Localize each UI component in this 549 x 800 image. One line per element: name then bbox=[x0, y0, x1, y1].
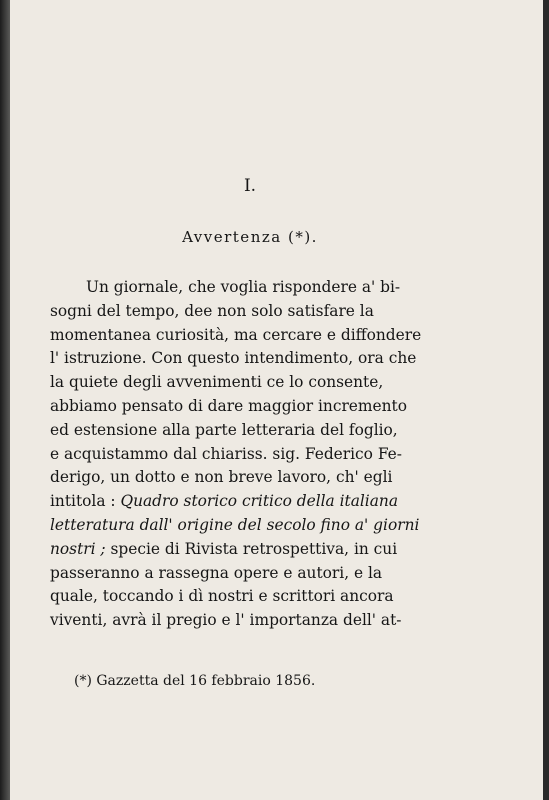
section-number: I. bbox=[243, 176, 257, 196]
text-line: Un giornale, che voglia rispondere a' bi- bbox=[86, 278, 401, 296]
text-line: derigo, un dotto e non breve lavoro, ch' egli bbox=[50, 468, 393, 487]
footnote: (*) Gazzetta del 16 febbraio 1856. bbox=[74, 673, 316, 689]
section-title: Avvertenza (*). bbox=[182, 228, 318, 246]
text-line: e acquistammo dal chiariss. sig. Federico Fe- bbox=[50, 444, 402, 463]
text-line bbox=[50, 538, 410, 562]
text-line-prefix: intitola : bbox=[50, 492, 121, 511]
text-line: passeranno a rassegna opere e autori, e la bbox=[50, 563, 383, 582]
text-line: quale, toccando i dì nostri e scrittori ancora bbox=[50, 587, 394, 606]
text-line: la quiete degli avvenimenti ce lo consente, bbox=[50, 373, 384, 392]
book-title-italic: Quadro storico critico della italiana bbox=[120, 492, 398, 511]
book-title-italic-end: nostri ; bbox=[50, 539, 106, 558]
book-page bbox=[10, 0, 543, 800]
text-line bbox=[50, 490, 410, 514]
text-line: ed estensione alla parte letteraria del foglio, bbox=[50, 420, 398, 439]
book-title-italic-line: letteratura dall' origine del secolo fino a' giorni bbox=[50, 515, 420, 534]
book-spine-shadow bbox=[0, 0, 10, 800]
text-line: viventi, avrà il pregio e l' importanza dell' at- bbox=[50, 611, 402, 630]
text-line: l' istruzione. Con questo intendimento, ora che bbox=[50, 349, 417, 368]
text-line: momentanea curiosità, ma cercare e diffondere bbox=[50, 325, 422, 344]
text-line-rest: specie di Rivista retrospettiva, in cui bbox=[105, 539, 398, 558]
text-line: sogni del tempo, dee non solo satisfare la bbox=[50, 301, 374, 320]
body-paragraph bbox=[50, 276, 422, 633]
text-line: abbiamo pensato di dare maggior incremento bbox=[50, 396, 407, 415]
